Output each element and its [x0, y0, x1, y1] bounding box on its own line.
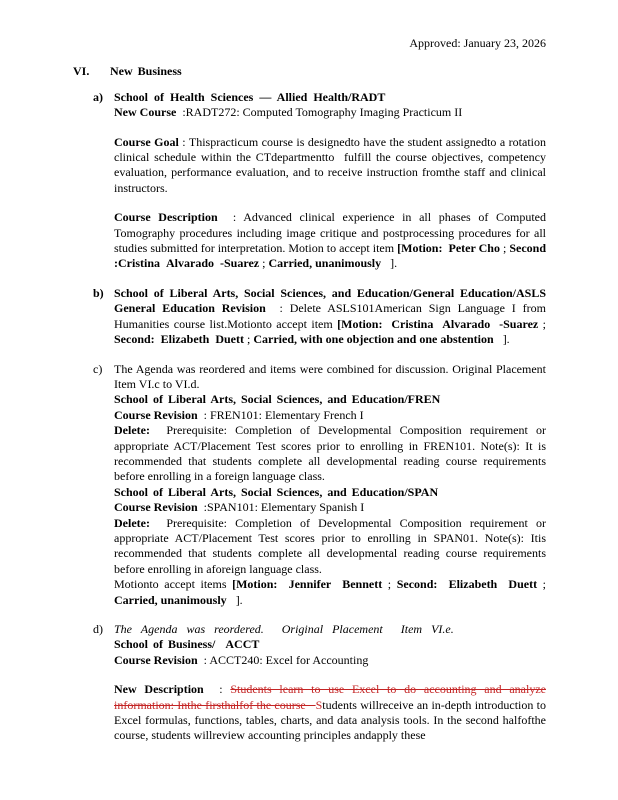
text-segment: :RADT272: Computed Tomography Imaging Practicum II [176, 105, 463, 120]
text-line [114, 408, 546, 423]
blank-line [114, 121, 546, 135]
blank-line [114, 196, 546, 210]
text-segment: ; [259, 256, 269, 271]
item-marker: b) [93, 285, 104, 300]
item-marker: a) [93, 89, 103, 104]
text-segment: : Thispracticum course is designedto have the student assignedto a rotation clinical schedule within the CTdepartmentto fulfill the course objectives, competency evaluation, performance evaluation, and to receive instruction fromthe staff and clinical instructors. [114, 134, 546, 195]
text-segment: The Agenda was reordered. Original Placement Item VI.e. [114, 622, 454, 636]
paragraph [114, 362, 546, 393]
text-segment: School of Health Sciences — Allied Health/RADT [114, 89, 386, 104]
item-content [114, 362, 546, 609]
text-segment: New Course [114, 105, 177, 120]
paragraph [114, 135, 546, 197]
text-segment: Carried, unanimously [268, 256, 382, 271]
text-segment: : [203, 682, 231, 697]
text-segment: : Advanced clinical experience in all phases of Computed Tomography procedures including image critique and postprocessing procedures for all studies submitted for interpretation. Motion to accept item [114, 210, 546, 256]
text-segment: Prerequisite: Completion of Developmental Composition requirement or appropriate ACT/Placement Test scores prior to enrolling in FREN101. Note(s): It is recommended that students complete all developmental reading course requirements before enrolling in a foreign language class. [114, 423, 546, 484]
item-marker: d) [93, 622, 103, 636]
text-segment: The Agenda was reordered and items were combined for discussion. Original Placement Item VI.c to VI.d. [114, 361, 546, 391]
item-content [114, 622, 546, 744]
text-segment: S [315, 697, 323, 712]
text-segment: Motionto accept items [114, 577, 233, 592]
text-line [114, 637, 546, 652]
text-segment: [Motion: Peter Cho [397, 241, 500, 256]
text-segment: Carried, unanimously [114, 592, 227, 607]
text-segment: :SPAN101: Elementary Spanish I [197, 500, 365, 515]
text-segment: ; [244, 332, 254, 347]
paragraph [114, 301, 546, 347]
deleted-text-segment: Students learn to use Excel to do accounting and analyze information: Inthe firsthalfof the course [114, 682, 546, 712]
text-segment: Second :Cristina Alvarado -Suarez [114, 241, 547, 271]
text-segment: School of Liberal Arts, Social Sciences, and Education/SPAN [114, 484, 439, 499]
text-segment: ]. [381, 256, 398, 271]
item-content [114, 286, 546, 348]
text-segment: Course Description [114, 210, 218, 225]
text-segment: Course Revision [114, 652, 198, 667]
text-segment: ; [538, 316, 546, 331]
text-segment: [Motion: Jennifer Bennett [232, 577, 383, 592]
text-segment: ; [499, 241, 510, 256]
text-segment: : FREN101: Elementary French I [197, 407, 364, 422]
text-segment: Course Revision [114, 407, 198, 422]
text-segment: : Delete ASLS101American Sign Language I from Humanities course list.Motionto accept item [114, 301, 546, 331]
items-container [73, 90, 546, 744]
paragraph [114, 423, 546, 485]
paragraph [114, 210, 546, 272]
item-marker: c) [93, 361, 103, 376]
text-line [114, 653, 546, 668]
text-line [114, 286, 546, 301]
paragraph [114, 682, 546, 744]
item-content [114, 90, 546, 272]
text-line [114, 392, 546, 407]
text-line [114, 622, 546, 637]
section-number: VI. [73, 64, 90, 79]
text-segment: ; [382, 577, 397, 592]
text-segment: ]. [226, 592, 243, 607]
text-segment: New Description [114, 682, 204, 697]
text-segment: Second: Elizabeth Duett [396, 577, 538, 592]
blank-line [114, 668, 546, 682]
list-item-b [93, 286, 546, 348]
section-heading [73, 64, 546, 79]
paragraph [114, 516, 546, 578]
text-segment: Course Revision [114, 500, 198, 515]
list-item-c [93, 362, 546, 609]
text-segment: School of Business/ ACCT [114, 637, 260, 652]
text-line [114, 90, 546, 105]
text-segment: Delete: [114, 423, 150, 438]
text-segment: Delete: [114, 515, 150, 530]
text-line [114, 500, 546, 515]
text-line [114, 105, 546, 120]
text-segment: : ACCT240: Excel for Accounting [197, 652, 369, 667]
text-segment: Carried, with one objection and one abstention [253, 332, 494, 347]
approved-date: Approved: January 23, 2026 [409, 36, 546, 50]
paragraph [114, 577, 546, 608]
list-item-d [93, 622, 546, 744]
text-segment: Second: Elizabeth Duett [114, 332, 244, 347]
text-segment: ]. [493, 332, 510, 347]
text-segment: [Motion: Cristina Alvarado -Suarez [337, 316, 539, 331]
text-segment: Prerequisite: Completion of Developmental Composition requirement or appropriate ACT/Placement Test scores prior to enrolling in SPAN01. Note(s): Itis recommended that students complete all developmental reading course requirements before enrolling in aforeign language class. [114, 515, 546, 576]
text-segment: General Education Revision [114, 301, 266, 316]
text-segment: Course Goal [114, 134, 179, 149]
text-segment: tudents willreceive an in-depth introduction to Excel formulas, functions, tables, charts, and data analysis tools. In the second halfofthe course, students willreview accounting principles andapply these [114, 697, 546, 743]
section-title: New Business [110, 64, 182, 79]
text-segment: ; [537, 577, 547, 592]
text-line [114, 485, 546, 500]
list-item-a [93, 90, 546, 272]
text-segment: School of Liberal Arts, Social Sciences, and Education/FREN [114, 392, 441, 407]
text-segment: School of Liberal Arts, Social Sciences, and Education/General Education/ASLS [114, 285, 546, 300]
